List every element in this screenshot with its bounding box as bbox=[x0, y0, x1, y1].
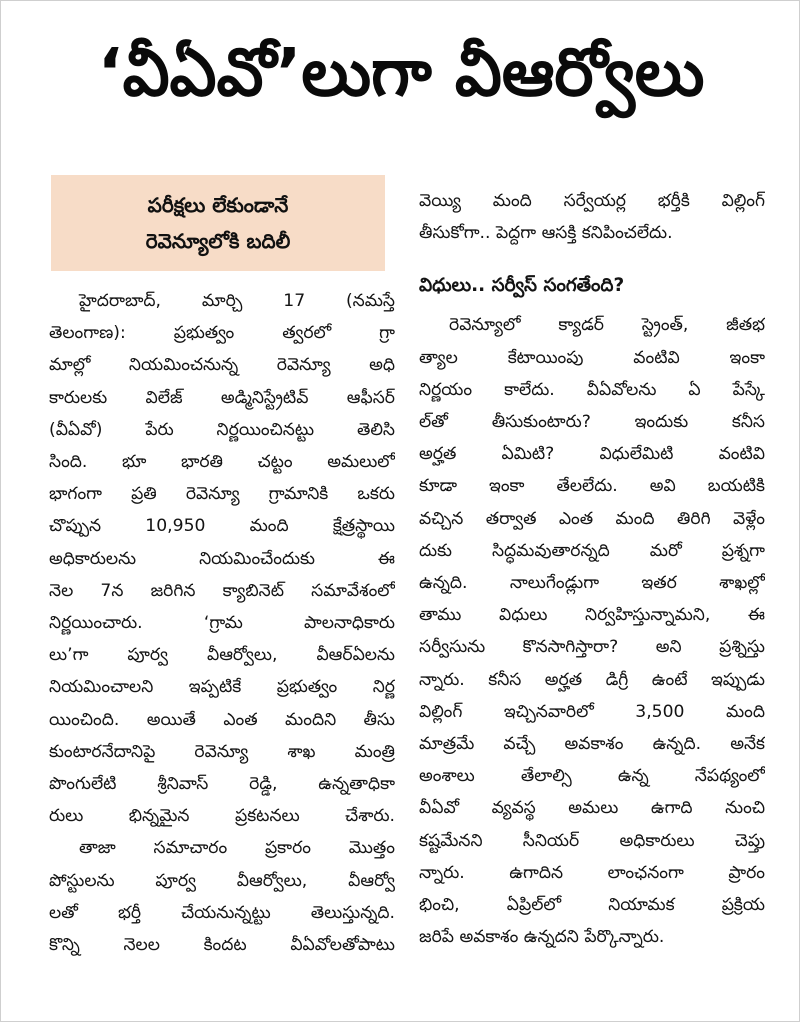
article-line: వెయ్యి మంది సర్వేయర్ల భర్తీకి విల్లింగ్ bbox=[419, 191, 765, 211]
article-line: చొప్పున 10,950 మంది క్షేత్రస్థాయి bbox=[49, 516, 395, 537]
left-column bbox=[49, 285, 395, 961]
article-line: లు’గా పూర్వ వీఆర్వోలు, వీఆర్ఏలను bbox=[49, 645, 395, 666]
article-line: తెలంగాణ): ప్రభుత్వం త్వరలో గ్రా bbox=[49, 323, 395, 344]
article-line: యించింది. అయితే ఎంత మందిని తీసు bbox=[49, 709, 395, 730]
article-line: రులు భిన్నమైన ప్రకటనలు చేశారు. bbox=[49, 806, 395, 827]
article-line: తాజా సమాచారం ప్రకారం మొత్తం bbox=[79, 838, 395, 859]
article-line: నెల 7న జరిగిన క్యాబినెట్ సమావేశంలో bbox=[49, 580, 395, 601]
article-line: తాము విధులు నిర్వహిస్తున్నామని, ఈ bbox=[419, 605, 765, 626]
article-line: హైదరాబాద్, మార్చి 17 (నమస్తే bbox=[79, 291, 395, 311]
article-line: రెవెన్యూలో క్యాడర్ స్ట్రెంత్, జీతభ bbox=[449, 315, 765, 336]
article-line: వీఏవో వ్యవస్థ అమలు ఉగాది నుంచి bbox=[419, 798, 765, 819]
article-line: త్యాల కేటాయింపు వంటివి ఇంకా bbox=[419, 347, 765, 368]
article-line: న్నారు. కనీస అర్హత డిగ్రీ ఉంటే ఇప్పుడు bbox=[419, 669, 765, 690]
article-line: కారులకు విలేజ్ అడ్మినిస్ట్రేటివ్ ఆఫీసర్ bbox=[49, 387, 395, 408]
subheadline-box bbox=[51, 175, 385, 271]
article-line: సర్వీసును కొనసాగిస్తారా? అని ప్రశ్నిస్తు bbox=[419, 637, 765, 658]
article-line: కూడా ఇంకా తేలలేదు. అవి బయటికి bbox=[419, 476, 765, 497]
headline: ‘వీఏవో’లుగా వీఆర్వోలు bbox=[97, 34, 705, 111]
article-line: ల్‌తో తీసుకుంటారు? ఇందుకు కనీస bbox=[419, 412, 765, 433]
article-line: పొంగులేటి శ్రీనివాస్ రెడ్డి, ఉన్నతాధికా bbox=[49, 774, 395, 795]
article-line: కొన్ని నెలల కిందట వీఏవోలతోపాటు bbox=[49, 935, 395, 956]
article-line: మాత్రమే వచ్చే అవకాశం ఉన్నది. అనేక bbox=[419, 734, 765, 755]
article-line: నియమించాలని ఇప్పటికే ప్రభుత్వం నిర్ణ bbox=[49, 677, 395, 698]
article-line: విల్లింగ్ ఇచ్చినవారిలో 3,500 మంది bbox=[419, 701, 765, 722]
article-line: అంశాలు తేలాల్సి ఉన్న నేపథ్యంలో bbox=[419, 766, 765, 787]
subheadline-line-2: రెవెన్యూలోకి బదిలీ bbox=[145, 229, 291, 253]
article-line: జరిపే అవకాశం ఉన్నదని పేర్కొన్నారు. bbox=[419, 927, 665, 948]
article-line: కష్టమేనని సీనియర్ అధికారులు చెప్తు bbox=[419, 830, 765, 851]
article-line: సింది. భూ భారతి చట్టం అమలులో bbox=[49, 452, 395, 473]
article-line: (వీఏవో) పేరు నిర్ణయించినట్టు తెలిసి bbox=[49, 419, 395, 440]
article-line: భించి, ఏప్రిల్‌లో నియామక ప్రక్రియ bbox=[419, 895, 765, 916]
article-line: న్నారు. ఉగాదిన లాంఛనంగా ప్రారం bbox=[419, 862, 765, 883]
article-line: అర్హత ఏమిటి? విధులేమిటి వంటివి bbox=[419, 444, 765, 465]
article-line: అధికారులను నియమించేందుకు ఈ bbox=[49, 548, 395, 569]
article-line: మాల్లో నియమించనున్న రెవెన్యూ అధి bbox=[49, 355, 395, 376]
article-line: నిర్ణయించారు. ‘గ్రామ పాలనాధికారు bbox=[49, 613, 395, 634]
right-column bbox=[419, 185, 765, 953]
article-line: దుకు సిద్ధమవుతారన్నది మరో ప్రశ్నగా bbox=[419, 540, 765, 561]
article-line: భాగంగా ప్రతి రెవెన్యూ గ్రామానికి ఒకరు bbox=[49, 484, 395, 505]
article-line: పోస్టులను పూర్వ వీఆర్వోలు, వీఆర్వో bbox=[49, 870, 395, 891]
article-line: నిర్ణయం కాలేదు. వీఏవోలను ఏ పేస్కే bbox=[419, 379, 765, 400]
section-heading: విధులు.. సర్వీస్ సంగతేంది? bbox=[419, 275, 625, 297]
subheadline-line-1: పరీక్షలు లేకుండానే bbox=[147, 193, 289, 217]
article-line: వచ్చిన తర్వాత ఎంత మంది తిరిగి వెళ్లేం bbox=[419, 508, 765, 529]
article-line: లతో భర్తీ చేయనున్నట్టు తెలుస్తున్నది. bbox=[49, 902, 395, 923]
article-line: తీసుకోగా.. పెద్దగా ఆసక్తి కనిపించలేదు. bbox=[419, 223, 673, 244]
article-line: కుంటారనేదానిపై రెవెన్యూ శాఖ మంత్రి bbox=[49, 741, 395, 762]
article-line: ఉన్నది. నాలుగేండ్లుగా ఇతర శాఖల్లో bbox=[419, 573, 765, 594]
